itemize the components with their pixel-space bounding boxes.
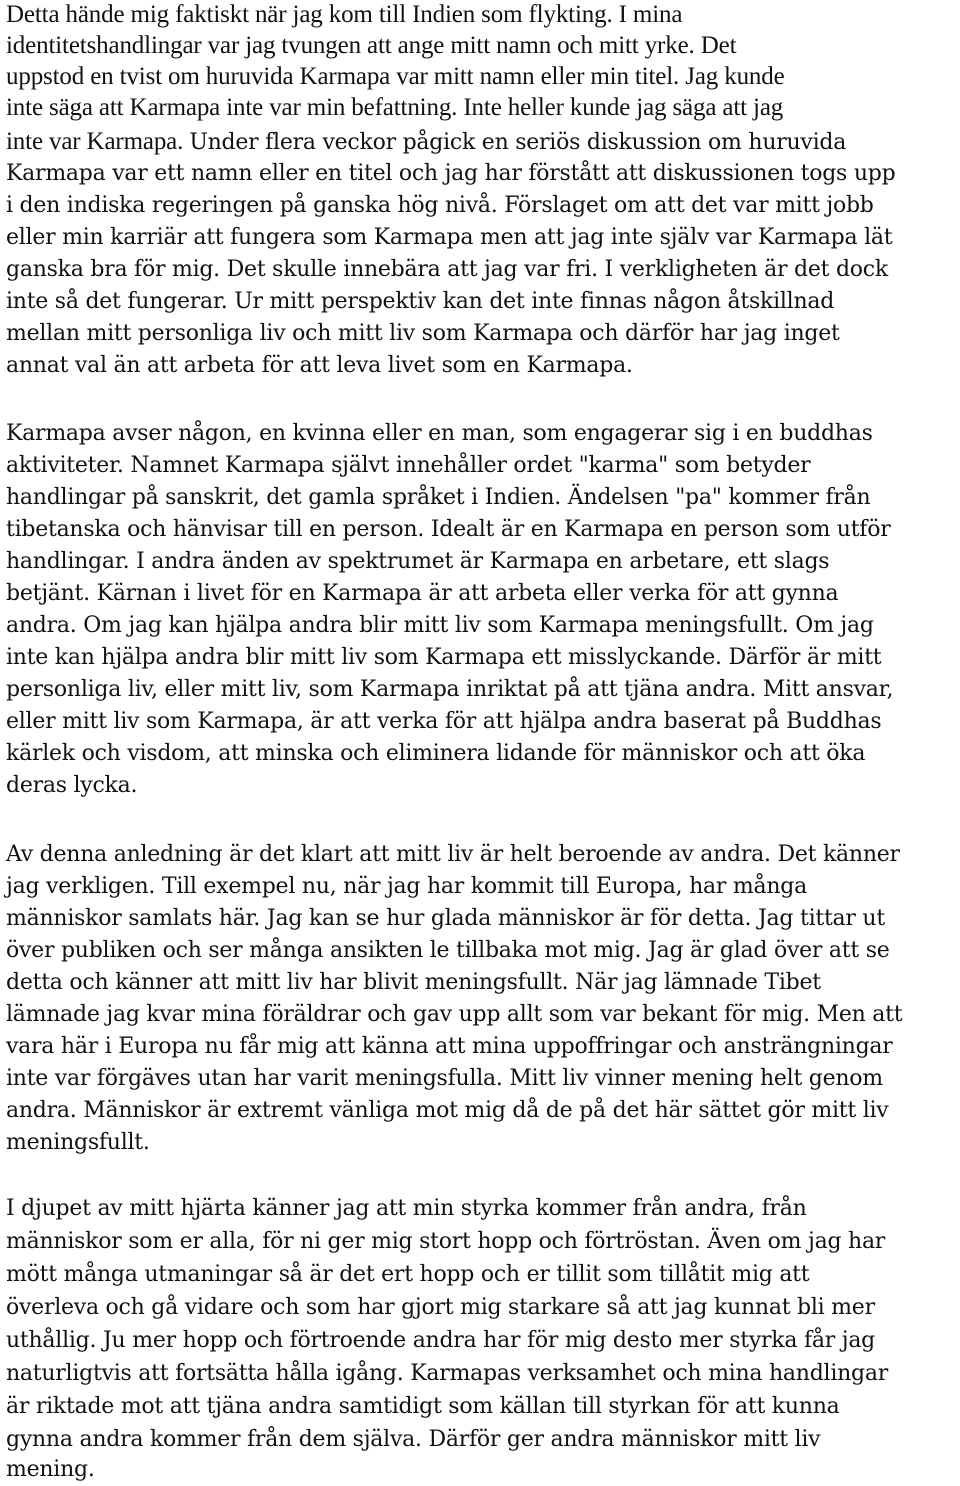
text-line: andra. Om jag kan hjälpa andra blir mitt liv som Karmapa meningsfullt. Om jag xyxy=(6,613,874,638)
text-line: uppstod en tvist om huruvida Karmapa var mitt namn eller min titel. Jag kunde xyxy=(6,63,785,90)
text-line: är riktade mot att tjäna andra samtidigt som källan till styrkan för att kunna xyxy=(6,1394,840,1419)
text-line: ganska bra för mig. Det skulle innebära att jag var fri. I verkligheten är det dock xyxy=(6,257,888,282)
text-line-mixed xyxy=(6,127,846,157)
text-segment: inte var Karmapa. xyxy=(6,128,190,155)
text-line: mött många utmaningar så är det ert hopp och er tillit som tillåtit mig att xyxy=(6,1262,810,1287)
text-line: vara här i Europa nu får mig att känna att mina uppoffringar och ansträngningar xyxy=(6,1034,893,1059)
text-line: Karmapa var ett namn eller en titel och jag har förstått att diskussionen togs upp xyxy=(6,161,896,186)
text-line: naturligtvis att fortsätta hålla igång. Karmapas verksamhet och mina handlingar xyxy=(6,1361,888,1386)
text-line: människor samlats här. Jag kan se hur glada människor är för detta. Jag tittar ut xyxy=(6,906,885,931)
text-line: detta och känner att mitt liv har blivit meningsfullt. När jag lämnade Tibet xyxy=(6,970,821,995)
text-line: i den indiska regeringen på ganska hög nivå. Förslaget om att det var mitt jobb xyxy=(6,193,874,218)
text-line: Av denna anledning är det klart att mitt liv är helt beroende av andra. Det känner xyxy=(6,842,900,867)
text-line: jag verkligen. Till exempel nu, när jag har kommit till Europa, har många xyxy=(6,874,807,899)
text-line: annat val än att arbeta för att leva livet som en Karmapa. xyxy=(6,353,633,378)
text-line: handlingar. I andra änden av spektrumet är Karmapa en arbetare, ett slags xyxy=(6,549,830,574)
text-line: människor som er alla, för ni ger mig stort hopp och förtröstan. Även om jag har xyxy=(6,1229,886,1254)
text-line: deras lycka. xyxy=(6,773,138,798)
text-line: inte säga att Karmapa inte var min befattning. Inte heller kunde jag säga att jag xyxy=(6,94,784,121)
text-line: kärlek och visdom, att minska och eliminera lidande för människor och att öka xyxy=(6,741,866,766)
text-line: aktiviteter. Namnet Karmapa självt innehåller ordet "karma" som betyder xyxy=(6,453,811,478)
text-line: mening. xyxy=(6,1457,95,1482)
text-line: över publiken och ser många ansikten le tillbaka mot mig. Jag är glad över att se xyxy=(6,938,890,963)
text-line: inte kan hjälpa andra blir mitt liv som Karmapa ett misslyckande. Därför är mitt xyxy=(6,645,882,670)
text-line: meningsfullt. xyxy=(6,1130,150,1155)
text-line: andra. Människor är extremt vänliga mot mig då de på det här sättet gör mitt liv xyxy=(6,1098,889,1123)
text-line: eller mitt liv som Karmapa, är att verka för att hjälpa andra baserat på Buddhas xyxy=(6,709,882,734)
text-line: betjänt. Kärnan i livet för en Karmapa är att arbeta eller verka för att gynna xyxy=(6,581,839,606)
text-line: I djupet av mitt hjärta känner jag att min styrka kommer från andra, från xyxy=(6,1196,807,1221)
text-line: inte så det fungerar. Ur mitt perspektiv kan det inte finnas någon åtskillnad xyxy=(6,289,835,314)
text-line: Karmapa avser någon, en kvinna eller en man, som engagerar sig i en buddhas xyxy=(6,421,873,446)
text-line: uthållig. Ju mer hopp och förtroende andra har för mig desto mer styrka får jag xyxy=(6,1328,876,1353)
text-segment: Under flera veckor pågick en seriös diskussion om huruvida xyxy=(189,130,847,155)
text-line: Detta hände mig faktiskt när jag kom till Indien som flykting. I mina xyxy=(6,1,683,28)
text-line: gynna andra kommer från dem själva. Därför ger andra människor mitt liv xyxy=(6,1427,821,1452)
text-line: inte var förgäves utan har varit meningsfulla. Mitt liv vinner mening helt genom xyxy=(6,1066,883,1091)
text-line: eller min karriär att fungera som Karmapa men att jag inte själv var Karmapa lät xyxy=(6,225,893,250)
text-line: mellan mitt personliga liv och mitt liv som Karmapa och därför har jag inget xyxy=(6,321,840,346)
text-line: handlingar på sanskrit, det gamla språket i Indien. Ändelsen "pa" kommer från xyxy=(6,485,871,510)
text-line: överleva och gå vidare och som har gjort mig starkare så att jag kunnat bli mer xyxy=(6,1295,875,1320)
text-line: identitetshandlingar var jag tvungen att ange mitt namn och mitt yrke. Det xyxy=(6,32,737,59)
text-line: personliga liv, eller mitt liv, som Karmapa inriktat på att tjäna andra. Mitt ansvar, xyxy=(6,677,894,702)
text-line: lämnade jag kvar mina föräldrar och gav upp allt som var bekant för mig. Men att xyxy=(6,1002,903,1027)
text-line: tibetanska och hänvisar till en person. Idealt är en Karmapa en person som utför xyxy=(6,517,891,542)
